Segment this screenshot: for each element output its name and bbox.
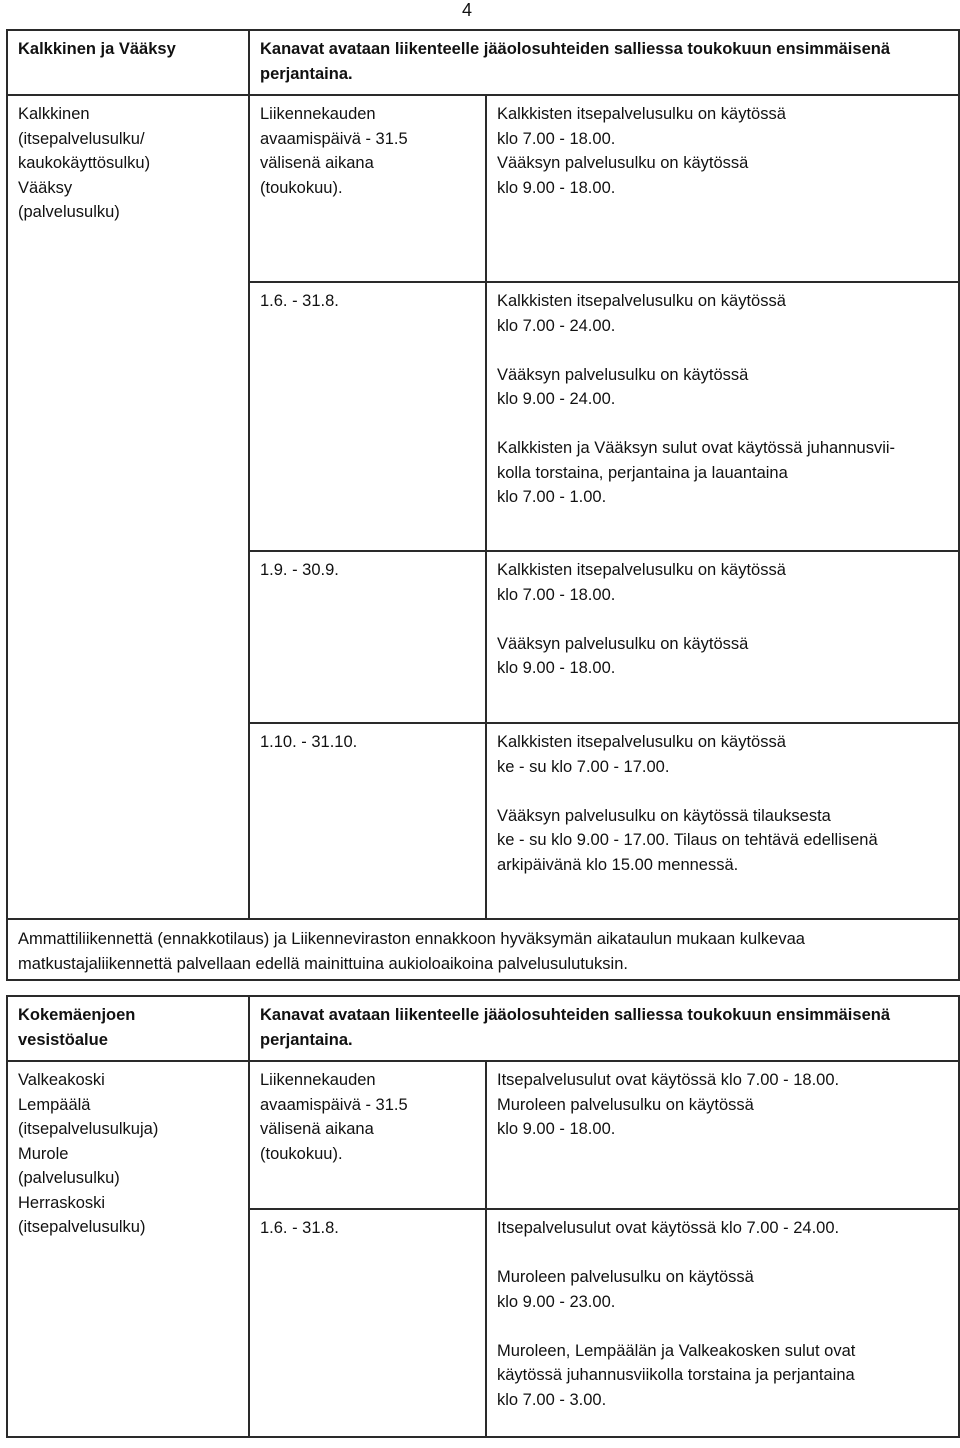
location-line: (palvelusulku) bbox=[18, 203, 120, 221]
hours-line: arkipäivänä klo 15.00 mennessä. bbox=[497, 855, 739, 874]
hours-cell bbox=[486, 723, 959, 919]
location-line: Vääksy bbox=[18, 178, 73, 197]
hours-cell bbox=[486, 1209, 959, 1437]
hours-line: klo 7.00 - 24.00. bbox=[497, 316, 616, 335]
period-line: välisenä aikana bbox=[260, 1120, 374, 1138]
hours-line: klo 7.00 - 18.00. bbox=[497, 585, 616, 604]
hours-line: klo 9.00 - 18.00. bbox=[497, 178, 616, 197]
hours-line: Kalkkisten itsepalvelusulku on käytössä bbox=[497, 105, 786, 123]
location-line: (itsepalvelusulkuja) bbox=[18, 1120, 159, 1138]
page-number: 4 bbox=[462, 0, 473, 20]
footer-note-row bbox=[7, 919, 959, 980]
locations-cell bbox=[7, 1061, 249, 1437]
hours-line: klo 7.00 - 3.00. bbox=[497, 1390, 607, 1409]
period-cell bbox=[249, 1209, 486, 1437]
period-cell bbox=[249, 1061, 486, 1209]
area-heading bbox=[7, 996, 249, 1061]
table-header-row bbox=[7, 996, 959, 1061]
hours-line: klo 9.00 - 23.00. bbox=[497, 1292, 616, 1311]
hours-line: Vääksyn palvelusulku on käytössä tilauksesta bbox=[497, 806, 831, 825]
location-line: Herraskoski bbox=[18, 1193, 106, 1212]
period-line: 1.6. - 31.8. bbox=[260, 1219, 339, 1237]
area-heading-line: Kokemäenjoen bbox=[18, 1006, 136, 1024]
hours-line: klo 7.00 - 18.00. bbox=[497, 129, 616, 148]
table-row bbox=[7, 95, 959, 282]
footer-note-line: matkustajaliikennettä palvellaan edellä mainittuina aukioloaikoina palvelusulutuksin. bbox=[18, 954, 628, 973]
period-line: avaamispäivä - 31.5 bbox=[260, 129, 408, 148]
period-line: Liikennekauden bbox=[260, 1071, 376, 1089]
hours-line: klo 9.00 - 18.00. bbox=[497, 1120, 616, 1138]
hours-cell bbox=[486, 551, 959, 723]
hours-line: klo 9.00 - 18.00. bbox=[497, 659, 616, 677]
hours-line: Muroleen palvelusulku on käytössä bbox=[497, 1268, 754, 1286]
hours-line: Itsepalvelusulut ovat käytössä klo 7.00 - 18.00. bbox=[497, 1071, 840, 1089]
location-line: (palvelusulku) bbox=[18, 1169, 120, 1187]
table-header-row bbox=[7, 30, 959, 95]
area-heading: Kalkkinen ja Vääksy bbox=[7, 30, 249, 95]
hours-line: ke - su klo 7.00 - 17.00. bbox=[497, 757, 670, 776]
hours-line: kolla torstaina, perjantaina ja lauantaina bbox=[497, 463, 788, 482]
period-line: avaamispäivä - 31.5 bbox=[260, 1095, 408, 1114]
location-line: Valkeakoski bbox=[18, 1071, 105, 1089]
hours-line: ke - su klo 9.00 - 17.00. Tilaus on tehtävä edellisenä bbox=[497, 831, 878, 849]
period-line: 1.9. - 30.9. bbox=[260, 561, 339, 579]
period-line: Liikennekauden bbox=[260, 105, 376, 123]
hours-line: Kalkkisten ja Vääksyn sulut ovat käytössä juhannusvii- bbox=[497, 439, 896, 457]
schedule-table-kokemaenjoki bbox=[6, 995, 960, 1438]
hours-cell bbox=[486, 282, 959, 551]
period-line: 1.6. - 31.8. bbox=[260, 292, 339, 310]
locations-cell bbox=[7, 95, 249, 919]
hours-line: käytössä juhannusviikolla torstaina ja perjantaina bbox=[497, 1366, 855, 1384]
opening-note: Kanavat avataan liikenteelle jääolosuhteiden salliessa toukokuun ensimmäisenä perjantaina. bbox=[249, 996, 959, 1061]
period-cell bbox=[249, 551, 486, 723]
period-cell bbox=[249, 95, 486, 282]
opening-note: Kanavat avataan liikenteelle jääolosuhteiden salliessa toukokuun ensimmäisenä perjantaina. bbox=[249, 30, 959, 95]
location-line: kaukokäyttösulku) bbox=[18, 154, 151, 172]
hours-line: Vääksyn palvelusulku on käytössä bbox=[497, 634, 749, 653]
hours-line: klo 7.00 - 1.00. bbox=[497, 488, 607, 506]
footer-note bbox=[7, 919, 959, 980]
period-line: (toukokuu). bbox=[260, 178, 343, 197]
hours-line: Vääksyn palvelusulku on käytössä bbox=[497, 154, 749, 172]
period-cell bbox=[249, 723, 486, 919]
table-row bbox=[7, 1061, 959, 1209]
hours-cell bbox=[486, 95, 959, 282]
hours-line: klo 9.00 - 24.00. bbox=[497, 390, 616, 408]
hours-line: Itsepalvelusulut ovat käytössä klo 7.00 - 24.00. bbox=[497, 1219, 840, 1237]
period-cell bbox=[249, 282, 486, 551]
hours-cell bbox=[486, 1061, 959, 1209]
schedule-table-kalkkinen-vaaksy bbox=[6, 29, 960, 981]
hours-line: Kalkkisten itsepalvelusulku on käytössä bbox=[497, 733, 786, 751]
area-heading-line: vesistöalue bbox=[18, 1030, 108, 1049]
hours-line: Muroleen, Lempäälän ja Valkeakosken sulut ovat bbox=[497, 1341, 856, 1360]
hours-line: Vääksyn palvelusulku on käytössä bbox=[497, 365, 749, 384]
location-line: Kalkkinen bbox=[18, 105, 90, 123]
period-line: 1.10. - 31.10. bbox=[260, 733, 358, 751]
footer-note-line: Ammattiliikennettä (ennakkotilaus) ja Liikenneviraston ennakkoon hyväksymän aikataulun mukaan kulkevaa bbox=[18, 930, 805, 948]
location-line: Lempäälä bbox=[18, 1095, 91, 1114]
location-line: (itsepalvelusulku/ bbox=[18, 129, 145, 148]
period-line: välisenä aikana bbox=[260, 154, 374, 172]
period-line: (toukokuu). bbox=[260, 1144, 343, 1163]
location-line: Murole bbox=[18, 1144, 69, 1163]
hours-line: Kalkkisten itsepalvelusulku on käytössä bbox=[497, 292, 786, 310]
hours-line: Kalkkisten itsepalvelusulku on käytössä bbox=[497, 561, 786, 579]
location-line: (itsepalvelusulku) bbox=[18, 1218, 146, 1236]
hours-line: Muroleen palvelusulku on käytössä bbox=[497, 1095, 754, 1114]
